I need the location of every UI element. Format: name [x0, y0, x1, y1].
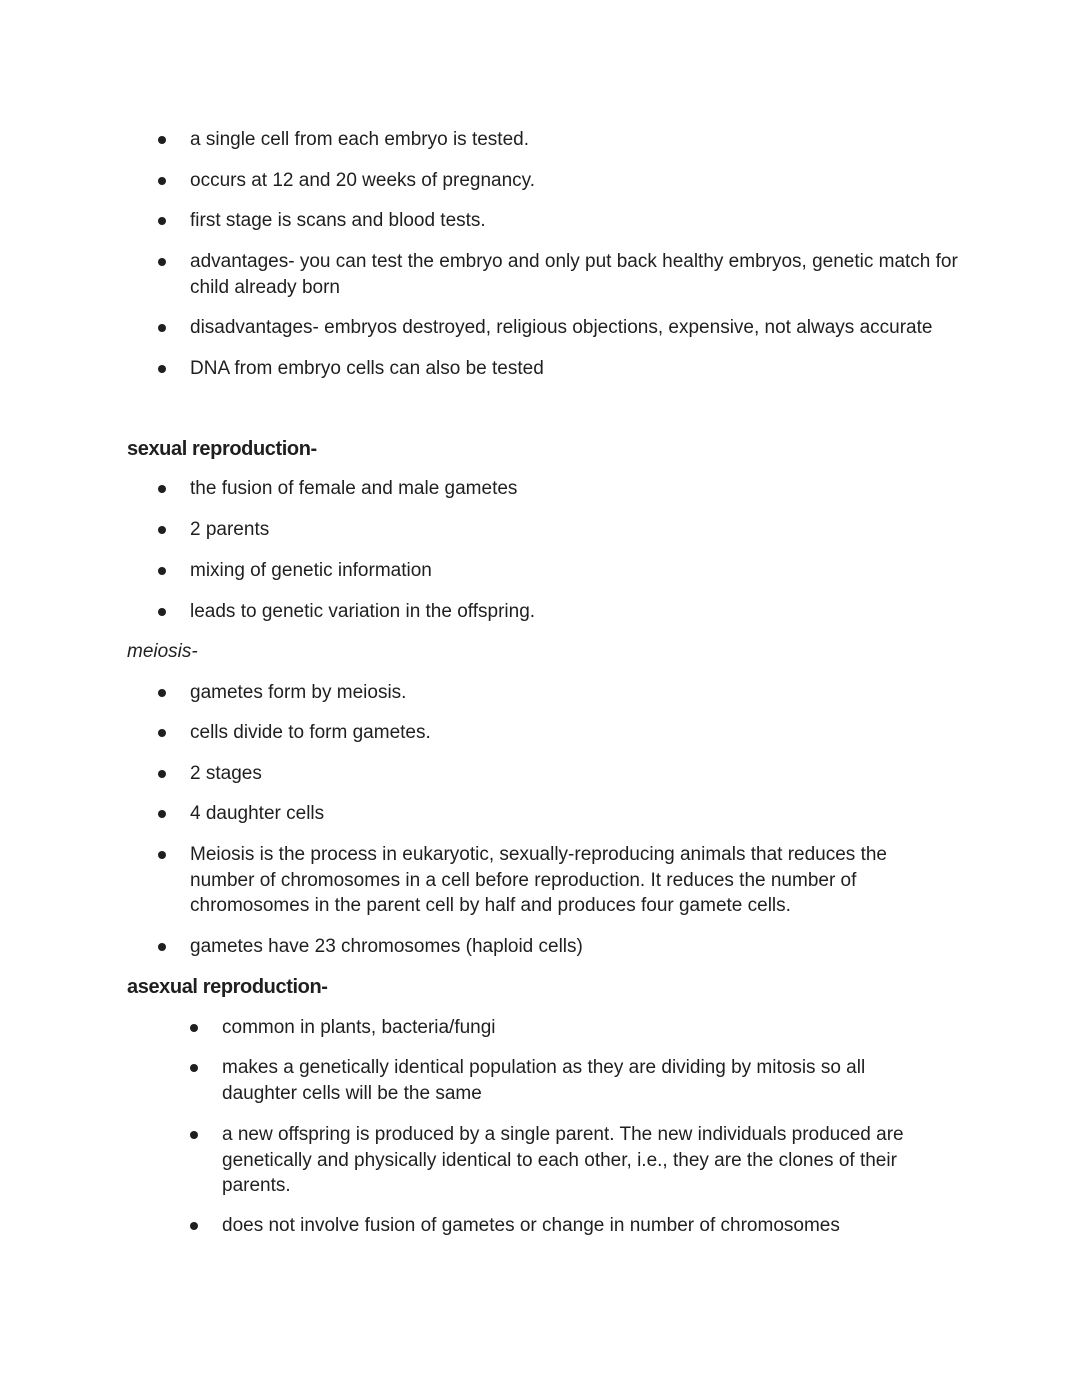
bullet-icon: [158, 136, 166, 144]
list-item: common in plants, bacteria/fungi: [222, 1015, 942, 1041]
list-item: 2 stages: [190, 761, 960, 787]
list-item: DNA from embryo cells can also be tested: [190, 356, 960, 382]
list-item: 4 daughter cells: [190, 801, 960, 827]
list-item: disadvantages- embryos destroyed, religious objections, expensive, not always accurate: [190, 315, 960, 341]
bullet-icon: [158, 770, 166, 778]
list-item: does not involve fusion of gametes or change in number of chromosomes: [222, 1213, 942, 1239]
bullet-icon: [190, 1024, 198, 1032]
bullet-icon: [158, 485, 166, 493]
bullet-icon: [158, 567, 166, 575]
list-item: a new offspring is produced by a single parent. The new individuals produced are genetically and physically identical to each other, i.e., they are the clones of their parents.: [222, 1122, 932, 1199]
list-item: cells divide to form gametes.: [190, 720, 960, 746]
bullet-icon: [158, 810, 166, 818]
list-item: Meiosis is the process in eukaryotic, sexually-reproducing animals that reduces the number of chromosomes in a cell before reproduction. It reduces the number of chromosomes in the parent cell by half and produces four gamete cells.: [190, 842, 920, 919]
list-item: gametes have 23 chromosomes (haploid cells): [190, 934, 960, 960]
bullet-icon: [158, 365, 166, 373]
list-item: leads to genetic variation in the offspring.: [190, 599, 960, 625]
list-item: advantages- you can test the embryo and only put back healthy embryos, genetic match for child already born: [190, 249, 960, 300]
bullet-icon: [190, 1222, 198, 1230]
bullet-icon: [158, 689, 166, 697]
list-item: makes a genetically identical population as they are dividing by mitosis so all daughter cells will be the same: [222, 1055, 902, 1106]
bullet-icon: [158, 608, 166, 616]
bullet-icon: [158, 729, 166, 737]
list-item: gametes form by meiosis.: [190, 680, 960, 706]
list-item: mixing of genetic information: [190, 558, 960, 584]
list-item: 2 parents: [190, 517, 960, 543]
bullet-icon: [158, 851, 166, 859]
list-item: a single cell from each embryo is tested.: [190, 127, 960, 153]
list-item: the fusion of female and male gametes: [190, 476, 960, 502]
list-item: first stage is scans and blood tests.: [190, 208, 960, 234]
bullet-icon: [190, 1131, 198, 1139]
section-heading-meiosis: meiosis-: [127, 641, 198, 662]
bullet-icon: [158, 324, 166, 332]
bullet-icon: [158, 943, 166, 951]
bullet-icon: [158, 258, 166, 266]
section-heading-asexual-reproduction: asexual reproduction-: [127, 976, 328, 998]
bullet-icon: [158, 177, 166, 185]
bullet-icon: [158, 526, 166, 534]
list-item: occurs at 12 and 20 weeks of pregnancy.: [190, 168, 960, 194]
bullet-icon: [190, 1064, 198, 1072]
section-heading-sexual-reproduction: sexual reproduction-: [127, 438, 317, 460]
bullet-icon: [158, 217, 166, 225]
